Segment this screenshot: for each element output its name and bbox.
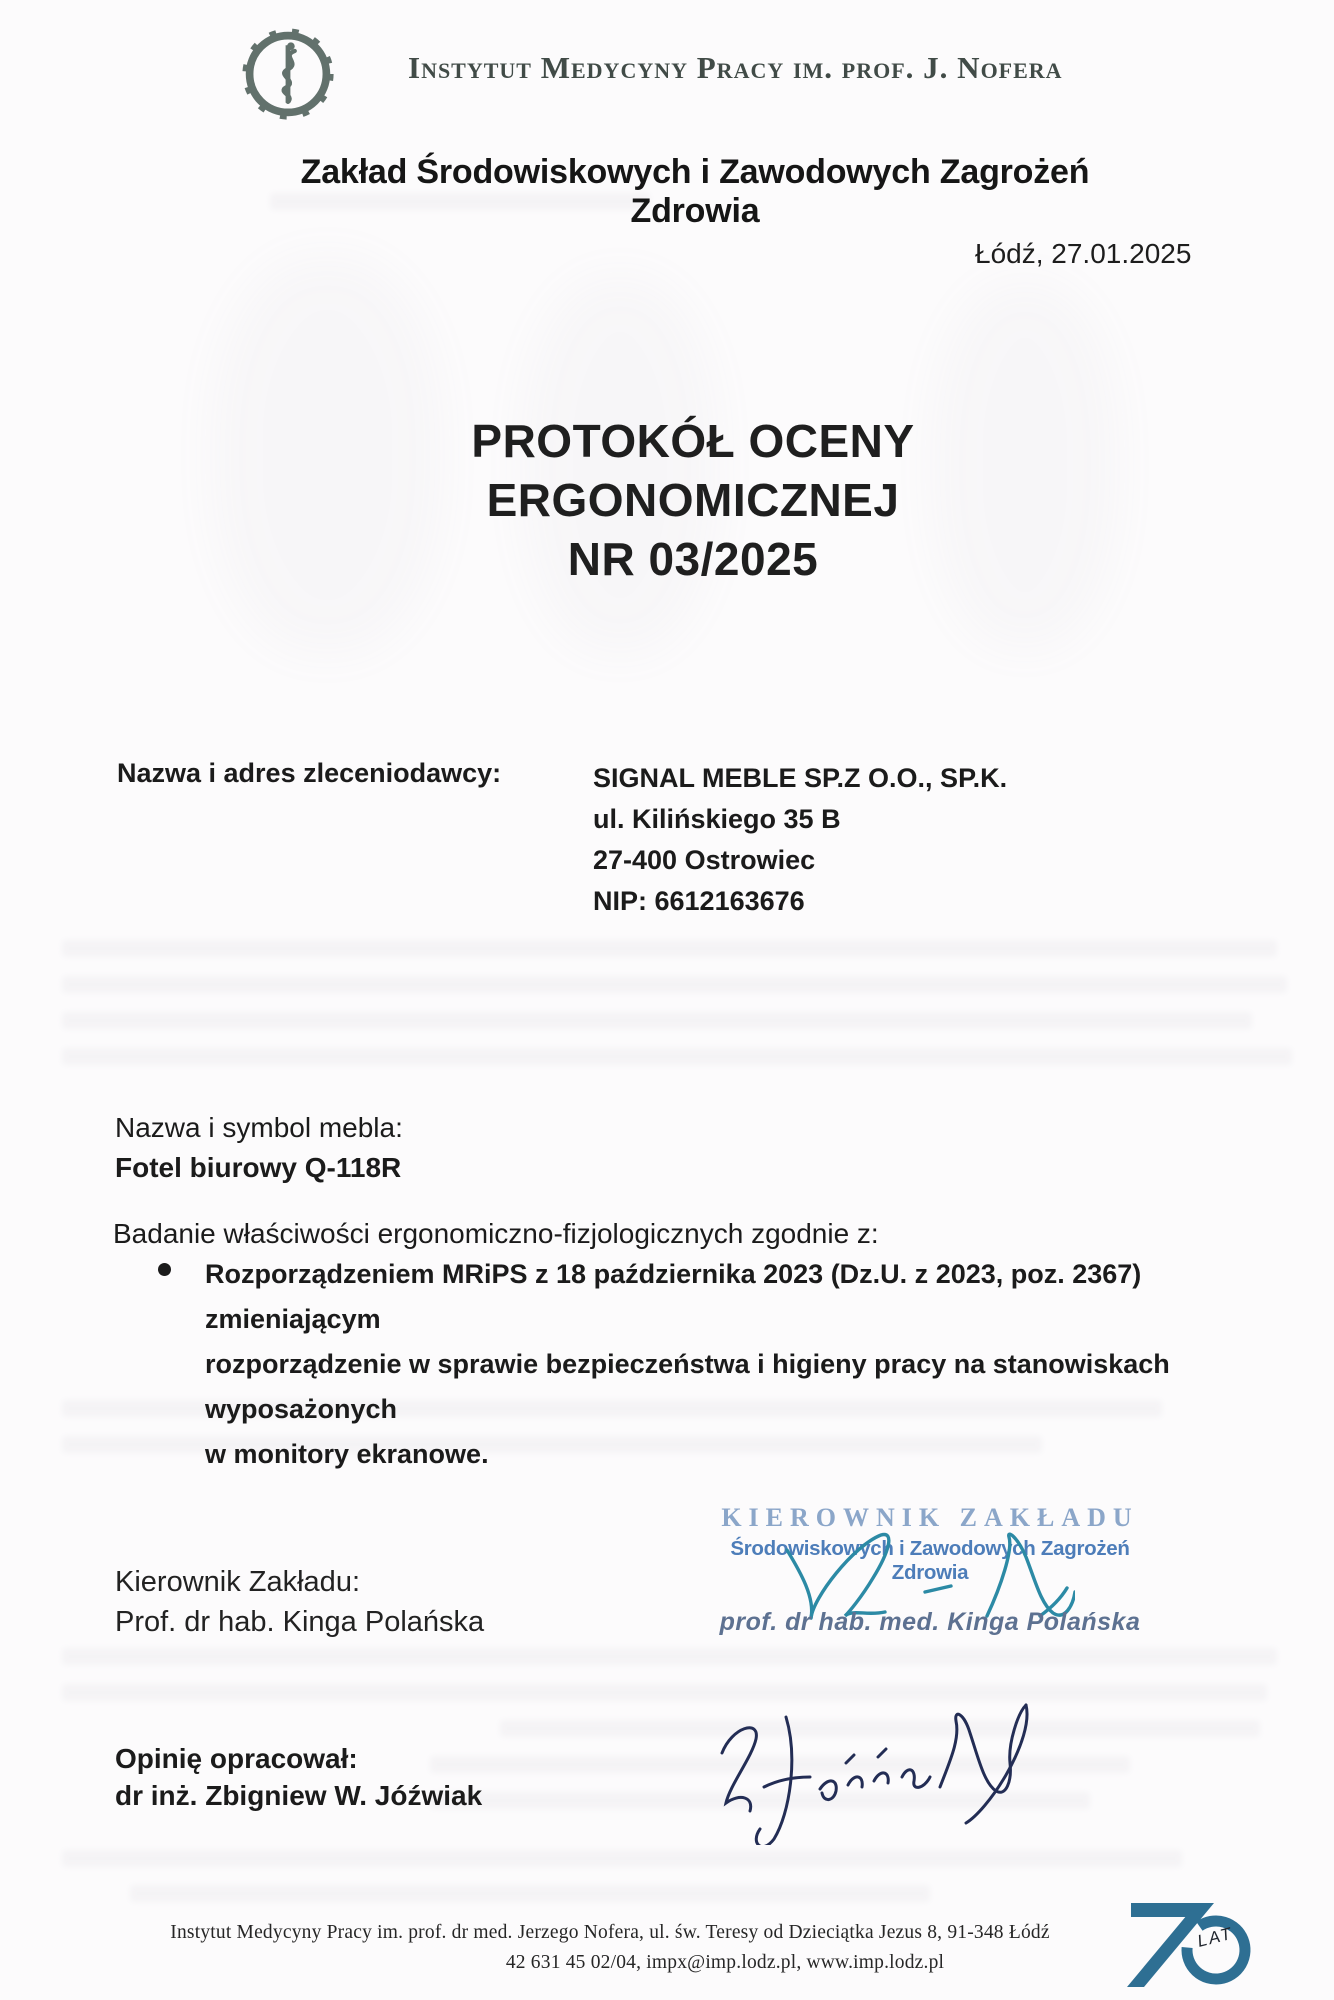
document-title (358, 412, 1028, 589)
bullet-dot-icon (158, 1263, 171, 1276)
title-line-3: NR 03/2025 (567, 533, 819, 585)
head-of-department-name: Prof. dr hab. Kinga Polańska (115, 1606, 485, 1638)
client-address-block (593, 758, 1007, 922)
rod-of-asclepius-icon (240, 24, 336, 124)
head-of-department-block (115, 1562, 484, 1642)
bleedthrough-ghost (62, 1648, 1277, 1665)
furniture-name: Fotel biurowy Q-118R (115, 1152, 402, 1183)
bullet-line-1: Rozporządzeniem MRiPS z 18 października 2023 (Dz.U. z 2023, poz. 2367) zmieniającym (205, 1259, 1142, 1334)
bleedthrough-ghost (62, 1048, 1292, 1065)
department-name: Zakład Środowiskowych i Zawodowych Zagrożeń Zdrowia (300, 153, 1090, 230)
bullet-line-3: w monitory ekranowe. (205, 1439, 489, 1469)
stamp-title: KIEROWNIK ZAKŁADU (721, 1503, 1139, 1532)
bleedthrough-ghost (130, 1885, 930, 1902)
author-block (115, 1740, 482, 1814)
client-street: ul. Kilińskiego 35 B (593, 804, 841, 834)
furniture-label: Nazwa i symbol mebla: (115, 1112, 403, 1143)
furniture-block (115, 1108, 403, 1188)
stamp-subtitle: Środowiskowych i Zawodowych Zagrożeń Zdrowia (730, 1537, 1130, 1584)
author-signature-icon (700, 1695, 1030, 1845)
bleedthrough-ghost (62, 976, 1287, 993)
assessment-intro: Badanie właściwości ergonomiczno-fizjologicznych zgodnie z: (113, 1218, 879, 1249)
footer-address: Instytut Medycyny Pracy im. prof. dr med. Jerzego Nofera, ul. św. Teresy od Dzieciątka Jezus 8, 91-348 Łódź (170, 1922, 1050, 1943)
title-line-1: PROTOKÓŁ OCENY (471, 415, 915, 467)
client-nip: NIP: 6612163676 (593, 886, 805, 916)
client-name: SIGNAL MEBLE SP.Z O.O., SP.K. (593, 763, 1008, 793)
footer-contact: 42 631 45 02/04, impx@imp.lodz.pl, www.imp.lodz.pl (505, 1952, 945, 1973)
bleedthrough-ghost (62, 940, 1277, 957)
bullet-line-2: rozporządzenie w sprawie bezpieczeństwa i higieny pracy na stanowiskach wyposażonych (205, 1349, 1170, 1424)
client-label: Nazwa i adres zleceniodawcy: (117, 758, 502, 788)
bleedthrough-ghost (62, 1850, 1182, 1867)
client-city: 27-400 Ostrowiec (593, 845, 816, 875)
70-lat-anniversary-logo (1108, 1893, 1278, 1993)
bleedthrough-ghost (62, 1684, 1267, 1701)
author-name: dr inż. Zbigniew W. Jóźwiak (115, 1780, 483, 1811)
stamp-name: prof. dr hab. med. Kinga Polańska (719, 1608, 1141, 1636)
anniversary-label-text: LAT (1195, 1923, 1235, 1951)
head-of-department-label: Kierownik Zakładu: (115, 1566, 360, 1598)
institute-name: Instytut Medycyny Pracy im. prof. J. Nofera (408, 50, 1063, 85)
title-line-2: ERGONOMICZNEJ (486, 474, 900, 526)
dateline: Łódź, 27.01.2025 (975, 238, 1192, 269)
bleedthrough-ghost (62, 1012, 1252, 1029)
author-label: Opinię opracował: (115, 1743, 358, 1774)
assessment-bullet (205, 1252, 1280, 1477)
